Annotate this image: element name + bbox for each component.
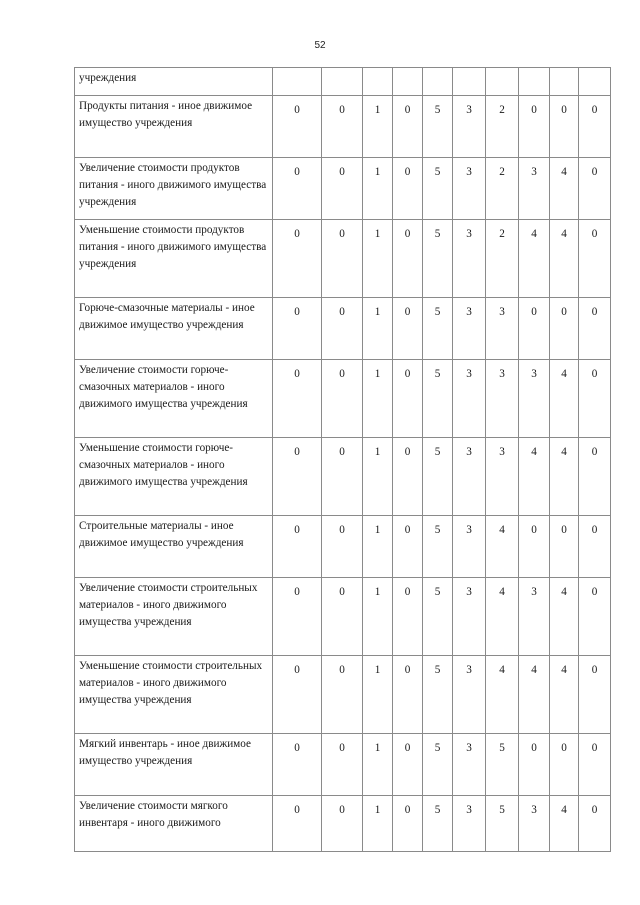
accounts-table [74,67,611,852]
table-row [75,516,611,578]
code-digit-cell: 0 [322,158,363,220]
code-digit-cell: 0 [322,656,363,734]
table-row [75,438,611,516]
code-digit-cell: 0 [579,298,611,360]
account-name-cell: Уменьшение стоимости строительных материалов - иного движимого имущества учреждения [75,656,273,734]
code-digit-cell: 0 [273,360,322,438]
account-name-cell: Увеличение стоимости продуктов питания - иного движимого имущества учреждения [75,158,273,220]
account-name-cell: Уменьшение стоимости горюче-смазочных материалов - иного движимого имущества учреждения [75,438,273,516]
code-digit-cell [363,68,393,96]
code-digit-cell: 4 [486,516,519,578]
code-digit-cell: 2 [486,158,519,220]
code-digit-cell: 1 [363,158,393,220]
code-digit-cell [453,68,486,96]
code-digit-cell: 0 [273,438,322,516]
code-digit-cell: 0 [322,578,363,656]
code-digit-cell: 3 [453,158,486,220]
code-digit-cell: 1 [363,796,393,852]
code-digit-cell: 3 [453,734,486,796]
code-digit-cell: 0 [393,516,423,578]
account-name-cell: Продукты питания - иное движимое имущество учреждения [75,96,273,158]
code-digit-cell: 4 [519,220,550,298]
code-digit-cell: 1 [363,96,393,158]
code-digit-cell: 0 [393,438,423,516]
table-row [75,734,611,796]
code-digit-cell: 0 [550,298,579,360]
code-digit-cell: 0 [273,656,322,734]
table-row [75,68,611,96]
table-row [75,298,611,360]
code-digit-cell: 4 [550,438,579,516]
account-name-cell: Уменьшение стоимости продуктов питания - иного движимого имущества учреждения [75,220,273,298]
code-digit-cell: 3 [453,96,486,158]
code-digit-cell: 0 [322,796,363,852]
code-digit-cell: 1 [363,220,393,298]
code-digit-cell: 0 [550,734,579,796]
code-digit-cell: 3 [453,656,486,734]
code-digit-cell [550,68,579,96]
code-digit-cell: 3 [486,298,519,360]
code-digit-cell: 5 [423,734,453,796]
table-row [75,96,611,158]
code-digit-cell: 3 [519,578,550,656]
code-digit-cell: 4 [519,656,550,734]
code-digit-cell: 5 [423,578,453,656]
code-digit-cell: 0 [519,96,550,158]
code-digit-cell: 0 [579,96,611,158]
code-digit-cell: 4 [550,656,579,734]
code-digit-cell: 0 [273,96,322,158]
code-digit-cell: 3 [453,796,486,852]
code-digit-cell: 3 [453,220,486,298]
code-digit-cell: 3 [486,360,519,438]
code-digit-cell: 4 [486,578,519,656]
table-row [75,578,611,656]
code-digit-cell: 0 [519,734,550,796]
account-name-cell: Мягкий инвентарь - иное движимое имущество учреждения [75,734,273,796]
code-digit-cell: 5 [423,656,453,734]
code-digit-cell: 5 [486,734,519,796]
code-digit-cell: 5 [423,220,453,298]
code-digit-cell: 0 [579,796,611,852]
code-digit-cell: 0 [322,298,363,360]
code-digit-cell: 0 [579,734,611,796]
code-digit-cell: 4 [550,158,579,220]
code-digit-cell: 3 [453,298,486,360]
table-row [75,158,611,220]
code-digit-cell: 2 [486,96,519,158]
code-digit-cell: 3 [519,796,550,852]
code-digit-cell: 0 [393,360,423,438]
code-digit-cell: 0 [579,578,611,656]
page-number: 52 [314,40,326,51]
table-body [75,68,611,852]
code-digit-cell: 2 [486,220,519,298]
code-digit-cell: 1 [363,578,393,656]
account-name-cell: Увеличение стоимости горюче-смазочных материалов - иного движимого имущества учреждения [75,360,273,438]
code-digit-cell: 0 [579,656,611,734]
table-row [75,656,611,734]
code-digit-cell [393,68,423,96]
code-digit-cell: 1 [363,438,393,516]
code-digit-cell: 4 [550,578,579,656]
table-row [75,360,611,438]
code-digit-cell [322,68,363,96]
code-digit-cell: 5 [423,158,453,220]
code-digit-cell: 0 [393,734,423,796]
code-digit-cell [273,68,322,96]
code-digit-cell: 0 [273,298,322,360]
code-digit-cell: 0 [393,96,423,158]
code-digit-cell: 1 [363,516,393,578]
code-digit-cell: 0 [322,220,363,298]
code-digit-cell: 0 [519,516,550,578]
code-digit-cell: 0 [393,220,423,298]
code-digit-cell: 0 [273,516,322,578]
code-digit-cell: 0 [393,656,423,734]
table-row [75,796,611,852]
code-digit-cell: 5 [423,438,453,516]
code-digit-cell: 1 [363,360,393,438]
code-digit-cell: 3 [453,360,486,438]
code-digit-cell: 4 [550,796,579,852]
code-digit-cell: 5 [423,796,453,852]
code-digit-cell: 5 [423,298,453,360]
code-digit-cell: 0 [550,96,579,158]
code-digit-cell: 3 [519,158,550,220]
code-digit-cell: 0 [322,96,363,158]
code-digit-cell: 0 [273,578,322,656]
code-digit-cell: 0 [579,438,611,516]
code-digit-cell: 5 [486,796,519,852]
code-digit-cell: 0 [519,298,550,360]
code-digit-cell [579,68,611,96]
code-digit-cell: 0 [322,360,363,438]
code-digit-cell: 0 [322,516,363,578]
code-digit-cell: 0 [550,516,579,578]
code-digit-cell: 4 [550,220,579,298]
code-digit-cell: 3 [453,578,486,656]
code-digit-cell: 0 [273,796,322,852]
code-digit-cell: 1 [363,298,393,360]
code-digit-cell: 1 [363,734,393,796]
code-digit-cell: 0 [579,220,611,298]
code-digit-cell [423,68,453,96]
code-digit-cell: 0 [393,796,423,852]
account-name-cell: Горюче-смазочные материалы - иное движимое имущество учреждения [75,298,273,360]
code-digit-cell: 4 [550,360,579,438]
account-name-cell: Строительные материалы - иное движимое имущество учреждения [75,516,273,578]
code-digit-cell: 5 [423,516,453,578]
code-digit-cell: 3 [486,438,519,516]
code-digit-cell: 0 [322,438,363,516]
code-digit-cell: 0 [322,734,363,796]
code-digit-cell [486,68,519,96]
code-digit-cell: 5 [423,360,453,438]
code-digit-cell: 0 [273,220,322,298]
code-digit-cell: 1 [363,656,393,734]
code-digit-cell: 3 [453,438,486,516]
code-digit-cell: 0 [273,734,322,796]
code-digit-cell: 4 [486,656,519,734]
code-digit-cell: 0 [393,578,423,656]
account-name-cell: учреждения [75,68,273,96]
code-digit-cell [519,68,550,96]
code-digit-cell: 0 [393,298,423,360]
code-digit-cell: 0 [579,158,611,220]
code-digit-cell: 0 [579,516,611,578]
code-digit-cell: 0 [273,158,322,220]
code-digit-cell: 0 [579,360,611,438]
account-name-cell: Увеличение стоимости мягкого инвентаря - иного движимого [75,796,273,852]
code-digit-cell: 0 [393,158,423,220]
code-digit-cell: 4 [519,438,550,516]
table-row [75,220,611,298]
code-digit-cell: 3 [519,360,550,438]
code-digit-cell: 5 [423,96,453,158]
code-digit-cell: 3 [453,516,486,578]
account-name-cell: Увеличение стоимости строительных материалов - иного движимого имущества учреждения [75,578,273,656]
